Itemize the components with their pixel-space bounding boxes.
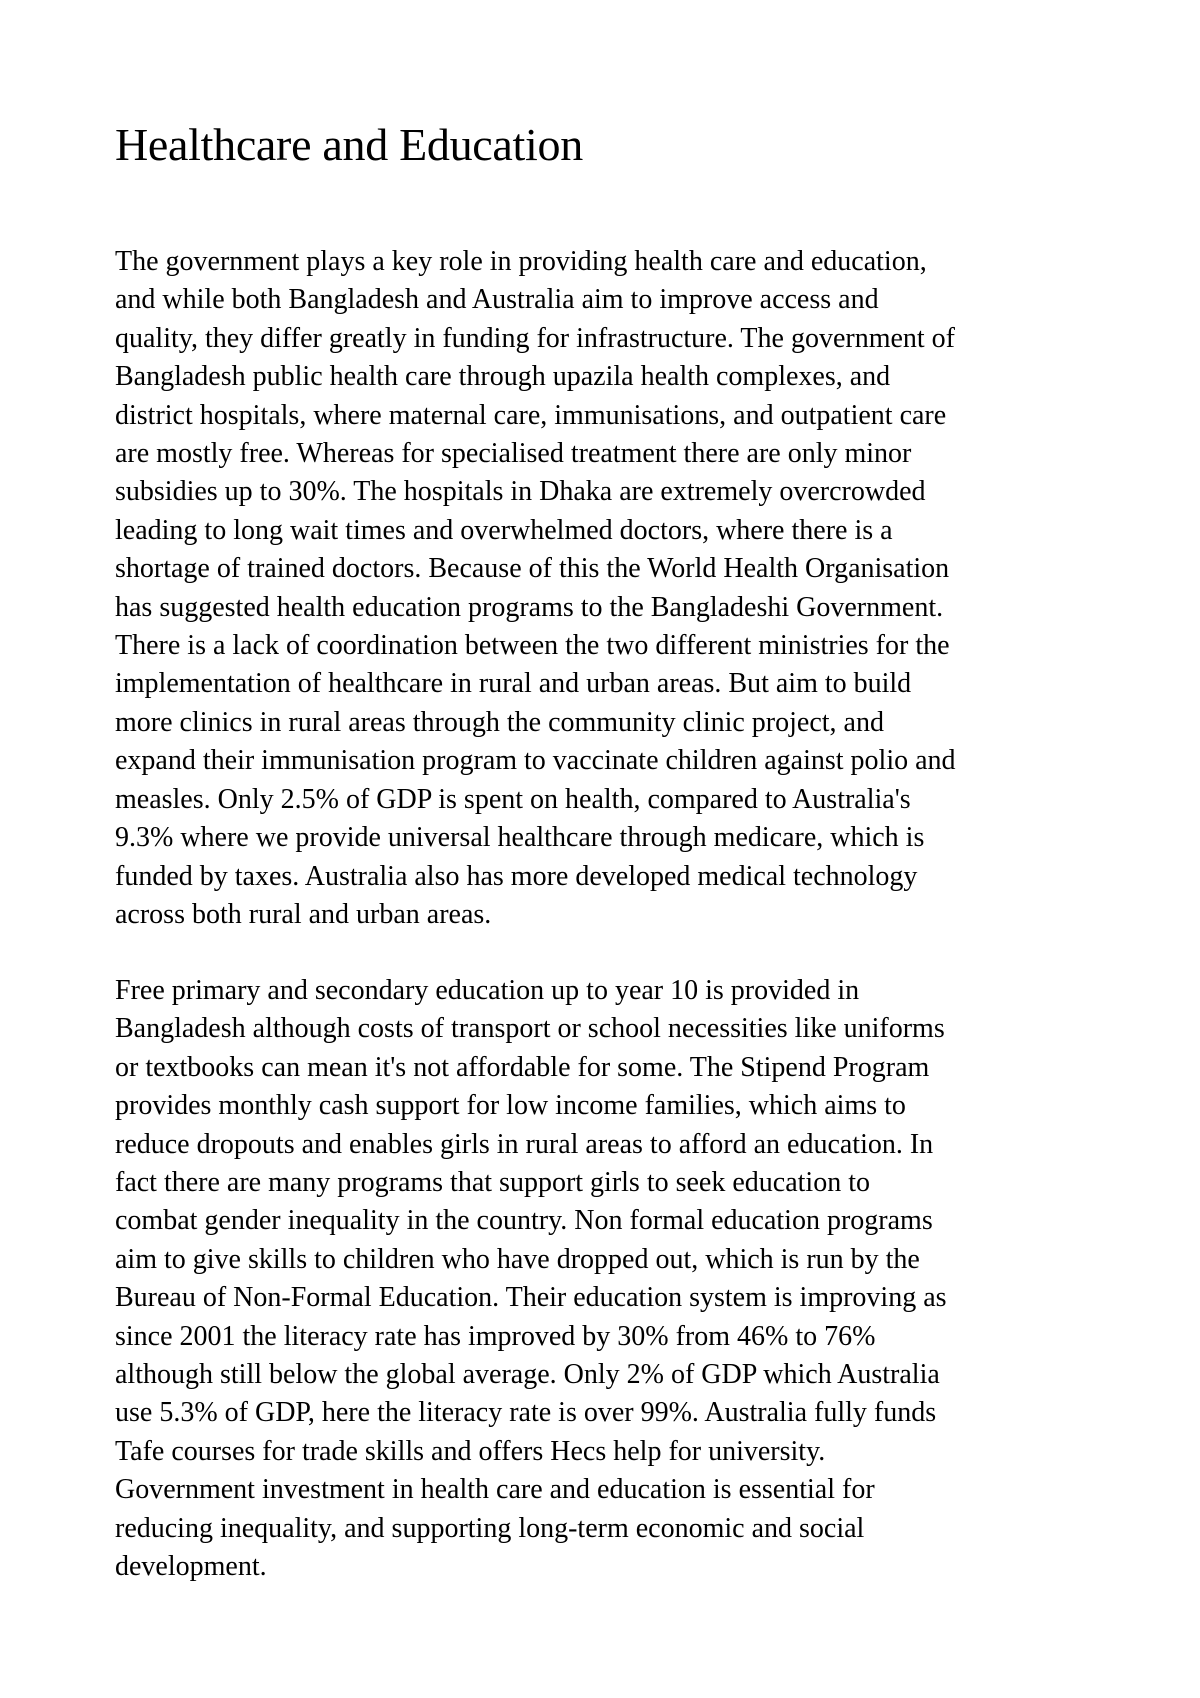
text-line: 9.3% where we provide universal healthcare through medicare, which is [115, 822, 925, 854]
paragraph-education [115, 972, 1115, 1587]
text-line: Tafe courses for trade skills and offers Hecs help for university. [115, 1435, 826, 1467]
text-line: use 5.3% of GDP, here the literacy rate is over 99%. Australia fully funds [115, 1397, 937, 1429]
paragraph-healthcare [115, 243, 1115, 934]
text-line: district hospitals, where maternal care, immunisations, and outpatient care [115, 399, 947, 431]
text-line: Bangladesh although costs of transport or school necessities like uniforms [115, 1013, 945, 1045]
page-title: Healthcare and Education [115, 119, 583, 170]
text-line: or textbooks can mean it's not affordable for some. The Stipend Program [115, 1051, 930, 1083]
text-line: Government investment in health care and education is essential for [115, 1474, 875, 1506]
text-line: Bureau of Non-Formal Education. Their education system is improving as [115, 1282, 947, 1314]
text-line: development. [115, 1551, 267, 1583]
text-line: fact there are many programs that support girls to seek education to [115, 1167, 870, 1199]
text-line: combat gender inequality in the country. Non formal education programs [115, 1205, 933, 1237]
text-line: implementation of healthcare in rural and urban areas. But aim to build [115, 668, 912, 700]
text-line: reduce dropouts and enables girls in rural areas to afford an education. In [115, 1128, 934, 1160]
text-line: has suggested health education programs to the Bangladeshi Government. [115, 591, 944, 623]
text-line: quality, they differ greatly in funding for infrastructure. The government of [115, 322, 955, 354]
text-line: reducing inequality, and supporting long-term economic and social [115, 1512, 865, 1544]
text-line: expand their immunisation program to vaccinate children against polio and [115, 745, 956, 777]
text-line: The government plays a key role in providing health care and education, [115, 246, 927, 277]
text-line: Bangladesh public health care through upazila health complexes, and [115, 361, 891, 393]
text-line: provides monthly cash support for low income families, which aims to [115, 1090, 906, 1122]
text-line: although still below the global average. Only 2% of GDP which Australia [115, 1359, 940, 1391]
text-line: funded by taxes. Australia also has more developed medical technology [115, 860, 918, 892]
text-line: since 2001 the literacy rate has improved by 30% from 46% to 76% [115, 1320, 876, 1352]
text-line: and while both Bangladesh and Australia aim to improve access and [115, 284, 879, 316]
text-line: shortage of trained doctors. Because of this the World Health Organisation [115, 553, 950, 585]
text-line: across both rural and urban areas. [115, 898, 492, 930]
text-line: There is a lack of coordination between the two different ministries for the [115, 630, 950, 662]
text-line: more clinics in rural areas through the community clinic project, and [115, 706, 884, 738]
text-line: subsidies up to 30%. The hospitals in Dhaka are extremely overcrowded [115, 476, 926, 508]
text-line: Free primary and secondary education up to year 10 is provided in [115, 975, 860, 1006]
text-line: aim to give skills to children who have dropped out, which is run by the [115, 1243, 920, 1275]
text-line: are mostly free. Whereas for specialised treatment there are only minor [115, 438, 912, 470]
text-line: leading to long wait times and overwhelmed doctors, where there is a [115, 514, 893, 546]
text-line: measles. Only 2.5% of GDP is spent on health, compared to Australia's [115, 783, 911, 815]
